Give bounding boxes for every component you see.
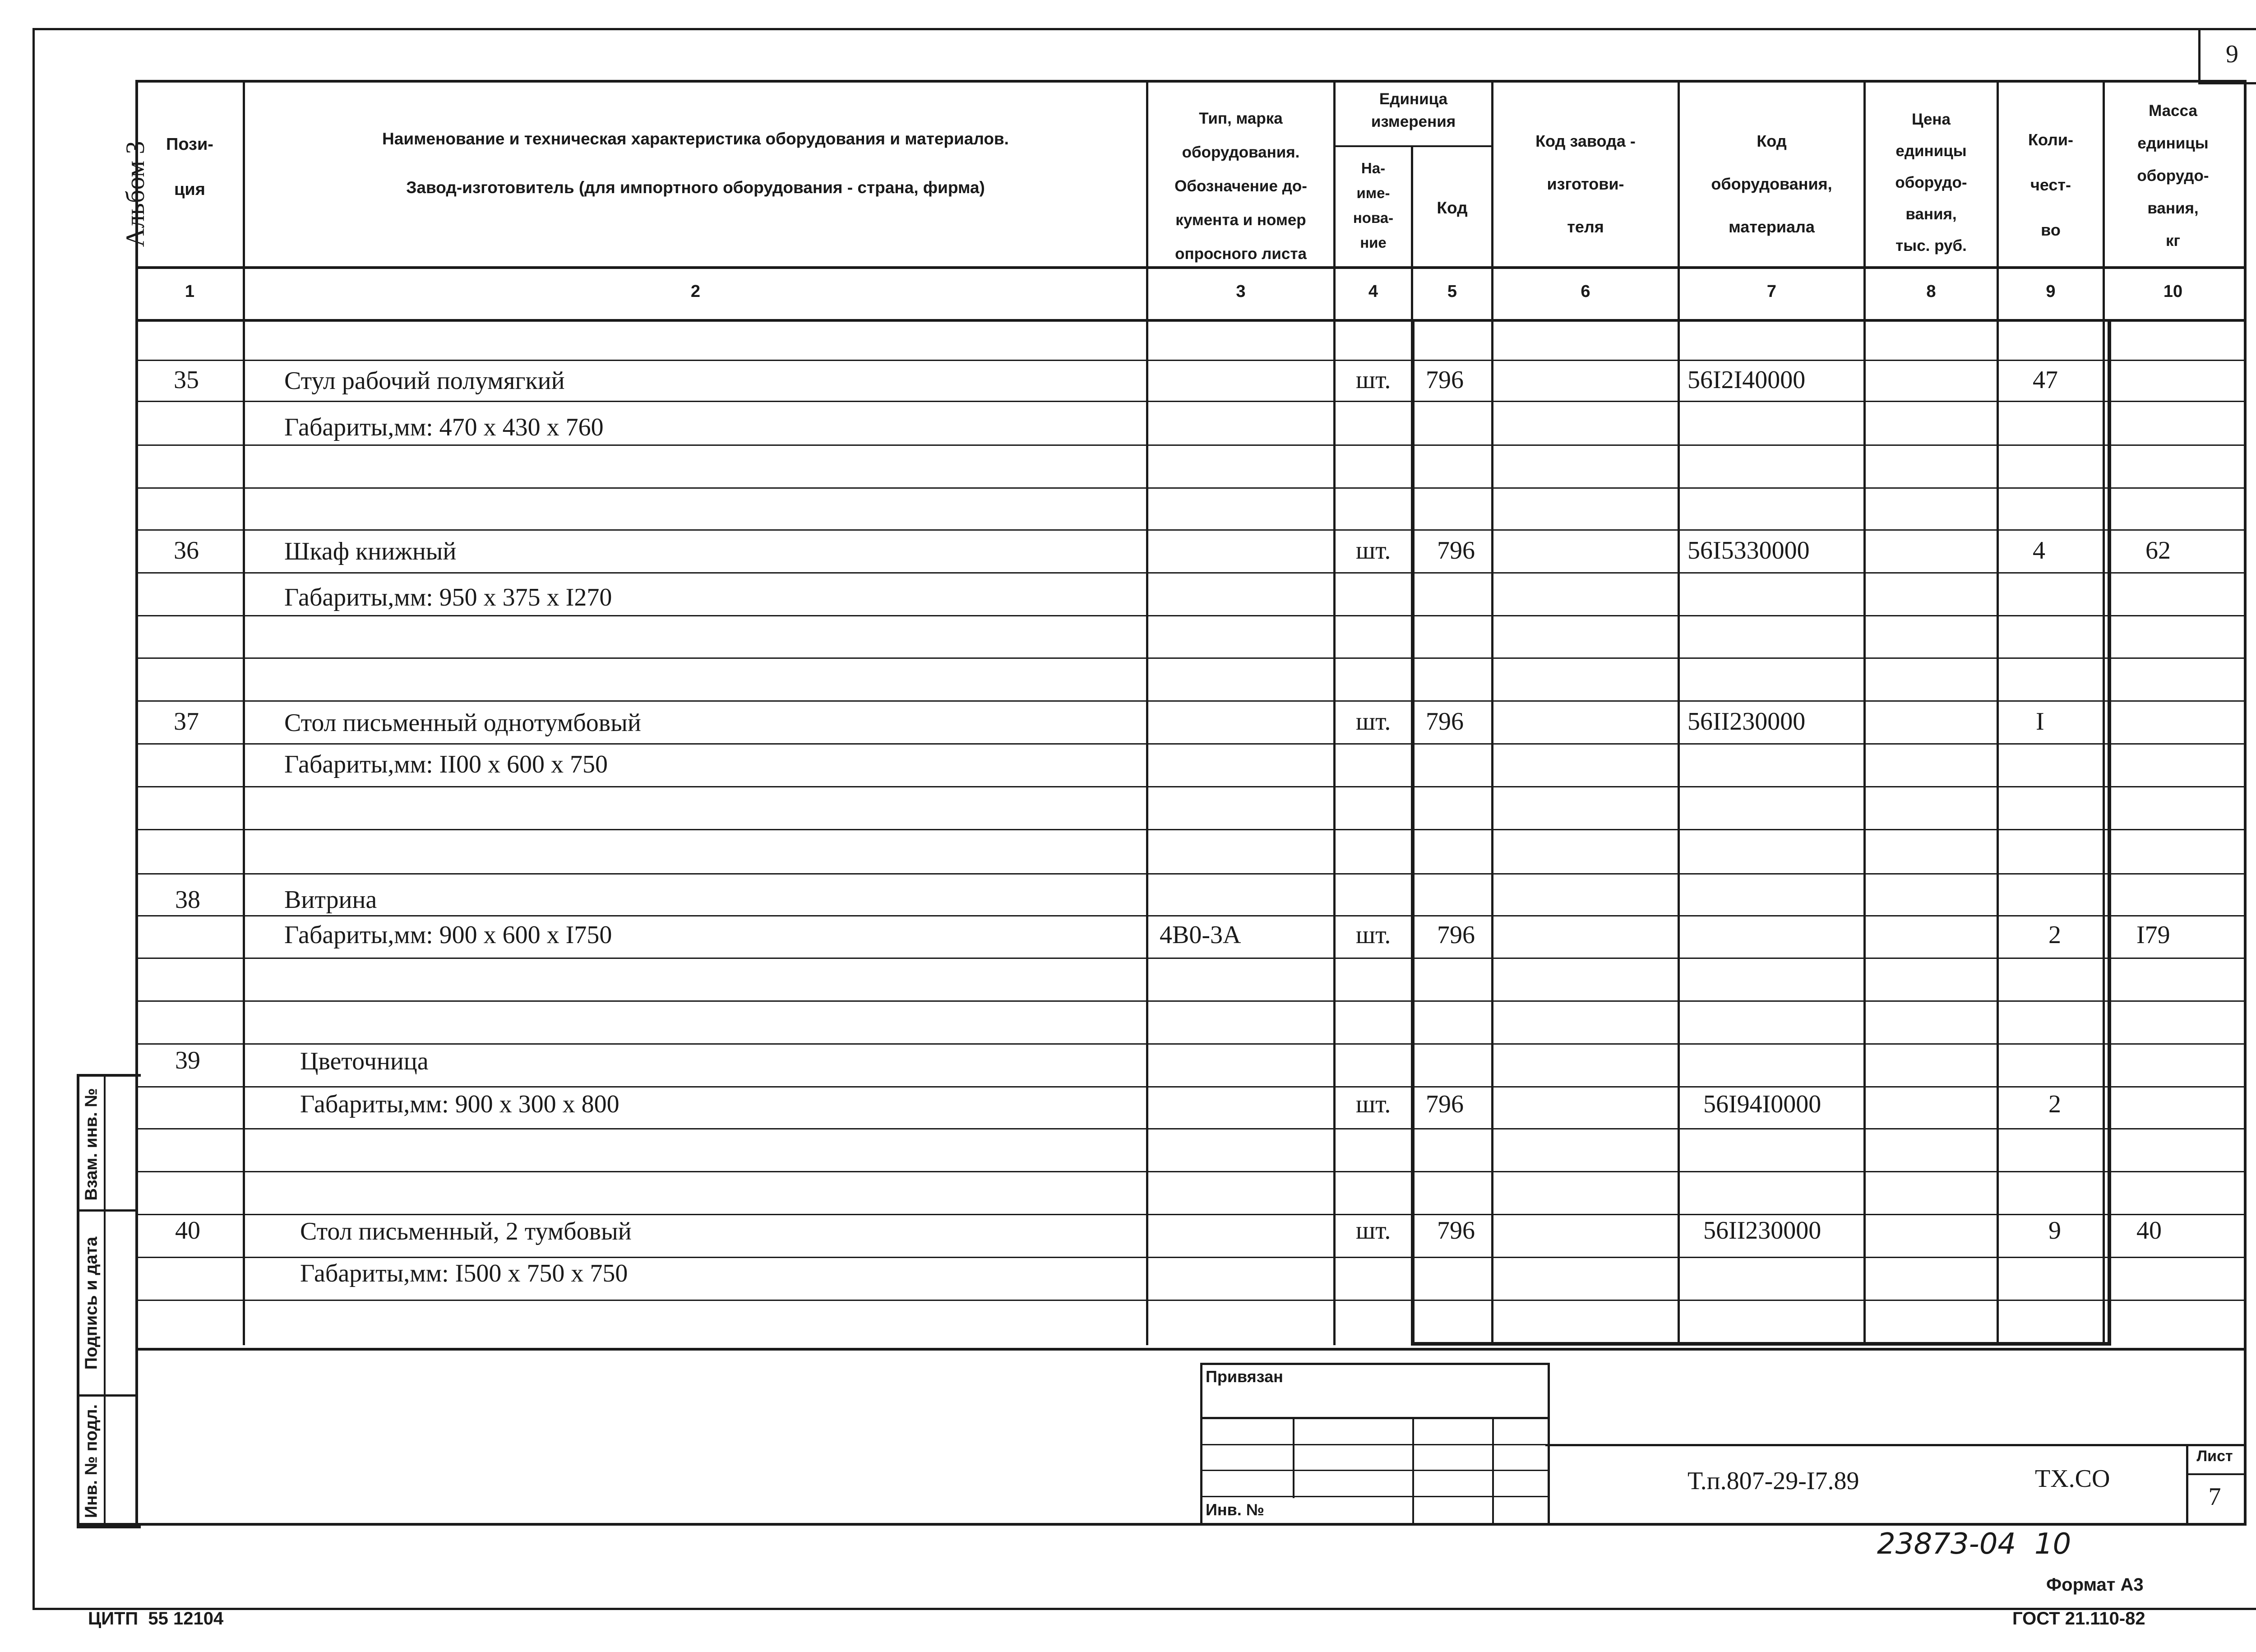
row-38-mass: I79 (2136, 921, 2170, 949)
row-40-unit: шт. (1356, 1217, 1391, 1245)
row-36-unit-code: 796 (1437, 537, 1475, 565)
sheet-number: 9 (2226, 40, 2238, 68)
row-39-name: Цветочница (300, 1047, 429, 1075)
side-stamp-inner (104, 1074, 106, 1525)
row-line (135, 1300, 2244, 1301)
privyazan-line (1200, 1417, 1548, 1419)
row-40-dims: Габариты,мм: I500 х 750 х 750 (300, 1259, 628, 1287)
colnum-3: 3 (1236, 282, 1246, 301)
format-label: Формат А3 (2046, 1575, 2144, 1595)
row-37-dims: Габариты,мм: II00 х 600 х 750 (284, 750, 608, 778)
row-line (135, 615, 2244, 616)
row-39-unit-code: 796 (1426, 1090, 1464, 1118)
row-37-unit-code: 796 (1426, 708, 1464, 736)
row-line (135, 1171, 2244, 1172)
side-stamp-podpis: Подпись и дата (82, 1236, 101, 1370)
header-type: Тип, марка оборудования. Обозначение до- кумента и номер опросного листа (1174, 110, 1307, 263)
row-36-material-code: 56I5330000 (1687, 537, 1810, 565)
colnum-7: 7 (1766, 282, 1777, 301)
row-39-position: 39 (175, 1046, 200, 1074)
footer-left: ЦИТП 55 12104 (88, 1609, 224, 1629)
row-line (135, 1000, 2244, 1002)
row-38-quantity: 2 (2048, 921, 2061, 949)
row-40-unit-code: 796 (1437, 1217, 1475, 1245)
footer-right: ГОСТ 21.110-82 (2012, 1609, 2145, 1629)
col-line-1 (243, 80, 245, 1345)
header-unit-name: На- име- нова- ние (1353, 160, 1394, 251)
row-38-unit-code: 796 (1437, 921, 1475, 949)
row-line (135, 360, 2244, 361)
privyazan-vline (1492, 1417, 1494, 1525)
row-35-quantity: 47 (2033, 366, 2058, 394)
header-mass: Масса единицы оборудо- вания, кг (2137, 102, 2209, 250)
row-line (135, 572, 2244, 574)
colnum-5: 5 (1447, 282, 1457, 301)
header-factory-code: Код завода - изготови- теля (1535, 132, 1636, 236)
header-price: Цена единицы оборудо- вания, тыс. руб. (1895, 111, 1967, 255)
row-35-material-code: 56I2I40000 (1687, 366, 1806, 394)
row-line (135, 743, 2244, 745)
row-39-dims: Габариты,мм: 900 х 300 х 800 (300, 1090, 619, 1118)
colnum-2: 2 (690, 282, 701, 301)
list-label: Лист (2196, 1448, 2233, 1465)
title-block-top-line (1545, 1444, 2244, 1446)
row-37-name: Стол письменный однотумбовый (284, 709, 641, 737)
row-36-position: 36 (174, 537, 199, 565)
colnum-8: 8 (1926, 282, 1936, 301)
row-line (135, 529, 2244, 531)
privyazan-vline (1412, 1417, 1414, 1525)
row-40-mass: 40 (2136, 1217, 2162, 1245)
row-line (135, 657, 2244, 659)
row-35-name: Стул рабочий полумягкий (284, 367, 565, 395)
side-stamp-vzam: Взам. инв. № (82, 1088, 101, 1201)
privyazan-line (1200, 1470, 1548, 1471)
colnum-4: 4 (1368, 282, 1378, 301)
row-line (135, 700, 2244, 702)
list-number: 7 (2208, 1483, 2221, 1511)
row-line (135, 873, 2244, 875)
document-code: Т.п.807-29-I7.89 (1687, 1467, 1859, 1495)
header-quantity: Коли- чест- во (2028, 130, 2074, 239)
handwritten-number: 23873-04 10 (1877, 1527, 2071, 1561)
row-35-dims: Габариты,мм: 470 х 430 х 760 (284, 413, 604, 441)
row-36-quantity: 4 (2033, 537, 2045, 565)
privyazan-line (1200, 1444, 1548, 1445)
colnum-10: 10 (2163, 282, 2183, 301)
bottom-area (77, 1342, 2247, 1526)
privyazan-line (1200, 1496, 1548, 1497)
privyazan-vline (1293, 1417, 1294, 1498)
row-39-unit: шт. (1356, 1090, 1391, 1118)
header-unit-code: Код (1437, 199, 1468, 217)
row-40-material-code: 56II230000 (1703, 1217, 1821, 1245)
row-line (135, 444, 2244, 446)
privyazan-label: Привязан (1206, 1367, 1283, 1386)
row-39-material-code: 56I94I0000 (1703, 1090, 1821, 1118)
inv-number-label: Инв. № (1206, 1500, 1264, 1519)
header-name-line2: Завод-изготовитель (для импортного оборудования - страна, фирма) (406, 178, 985, 197)
row-40-name: Стол письменный, 2 тумбовый (300, 1217, 632, 1245)
row-line (135, 1257, 2244, 1258)
bold-data-box (1411, 320, 2111, 1346)
row-38-position: 38 (175, 886, 200, 914)
row-37-unit: шт. (1356, 708, 1391, 736)
header-unit-group: Единица измерения (1371, 90, 1456, 130)
header-position: Пози- ция (166, 135, 213, 199)
row-line (135, 1086, 2244, 1087)
header-material-code: Код оборудования, материала (1711, 132, 1832, 236)
row-line (135, 786, 2244, 787)
row-line (135, 958, 2244, 959)
row-36-mass: 62 (2145, 537, 2171, 565)
row-35-unit-code: 796 (1426, 366, 1464, 394)
colnum-1: 1 (185, 282, 195, 301)
row-37-quantity: I (2036, 708, 2044, 736)
row-36-name: Шкаф книжный (284, 537, 457, 565)
header-name-line1: Наименование и техническая характеристика оборудования и материалов. (382, 130, 1009, 148)
row-40-quantity: 9 (2048, 1217, 2061, 1245)
side-stamp-inv-podl: Инв. № подл. (82, 1404, 101, 1518)
colnum-6: 6 (1581, 282, 1590, 301)
row-line (135, 1128, 2244, 1129)
row-37-material-code: 56II230000 (1687, 708, 1806, 736)
row-36-dims: Габариты,мм: 950 х 375 х I270 (284, 583, 612, 611)
row-40-position: 40 (175, 1217, 200, 1245)
row-line (135, 401, 2244, 402)
document-section: ТХ.СО (2035, 1465, 2110, 1493)
row-35-unit: шт. (1356, 366, 1391, 394)
colnum-9: 9 (2046, 282, 2056, 301)
row-38-dims: Габариты,мм: 900 х 600 х I750 (284, 921, 612, 949)
row-38-name: Витрина (284, 886, 377, 914)
row-line (135, 915, 2244, 916)
row-39-quantity: 2 (2048, 1090, 2061, 1118)
unit-group-line (1335, 145, 1493, 147)
row-37-position: 37 (174, 708, 199, 736)
row-38-unit: шт. (1356, 921, 1391, 949)
album-label: Альбом 3 (120, 141, 150, 247)
row-line (135, 1214, 2244, 1215)
row-36-unit: шт. (1356, 537, 1391, 565)
row-line (135, 829, 2244, 830)
row-line (135, 1043, 2244, 1045)
row-38-type: 4В0-3А (1160, 921, 1241, 949)
row-35-position: 35 (174, 366, 199, 394)
list-box-line (2186, 1473, 2244, 1475)
row-line (135, 487, 2244, 489)
col-line-3 (1333, 80, 1336, 1345)
